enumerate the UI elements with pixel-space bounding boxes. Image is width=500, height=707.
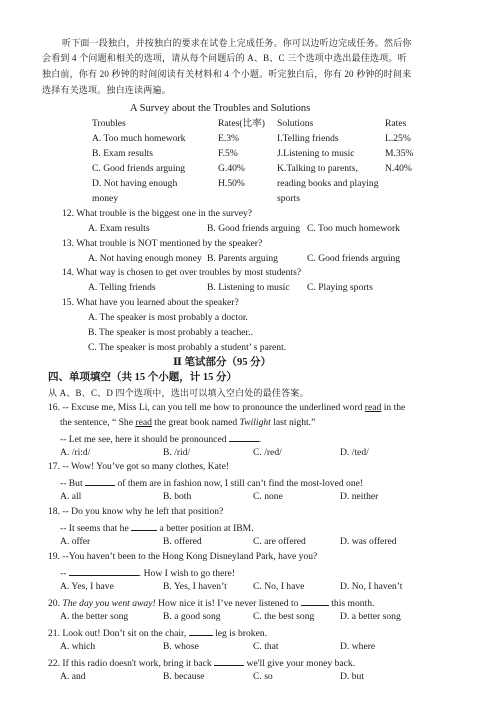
question-17-line1: 17. -- Wow! You’ve got so many clothes, Kate! bbox=[48, 461, 230, 472]
survey-cell: M.35% bbox=[385, 148, 414, 159]
answer-blank bbox=[229, 432, 259, 442]
survey-cell: J.Listening to music bbox=[277, 148, 355, 159]
question-21-line1: 21. Look out! Don’t sit on the chair, leg is broken. bbox=[48, 628, 268, 639]
option-c: C. are offered bbox=[253, 536, 306, 547]
option-c: C. that bbox=[253, 641, 279, 652]
question-19-line1: 19. --You haven’t been to the Hong Kong Disneyland Park, have you? bbox=[48, 551, 318, 562]
option-d: D. /ted/ bbox=[340, 447, 369, 458]
option-b: B. Listening to music bbox=[207, 282, 290, 293]
option-a: A. The speaker is most probably a doctor. bbox=[88, 312, 248, 323]
underlined-word: read bbox=[135, 417, 152, 428]
option-d: D. No, I haven’t bbox=[340, 581, 403, 592]
survey-cell: reading books and playing bbox=[277, 178, 379, 189]
option-a: A. Yes, I have bbox=[60, 581, 114, 592]
option-a: A. /ri:d/ bbox=[60, 447, 91, 458]
instruction-line: 听下面一段独白，并按独白的要求在试卷上完成任务。你可以边听边完成任务。然后你 bbox=[62, 38, 412, 48]
answer-blank bbox=[301, 596, 329, 606]
option-c: C. No, I have bbox=[253, 581, 305, 592]
option-b: B. because bbox=[163, 671, 205, 682]
option-d: D. where bbox=[340, 641, 376, 652]
option-d: D. but bbox=[340, 671, 364, 682]
option-b: B. both bbox=[163, 491, 192, 502]
option-a: A. all bbox=[60, 491, 82, 502]
option-a: A. which bbox=[60, 641, 96, 652]
option-a: A. Exam results bbox=[88, 223, 150, 234]
instruction-line: 会看到 4 个问题和相关的选项，请从每个问题后的 A、B、C 三个选项中选出最佳选项。听 bbox=[42, 53, 407, 63]
answer-blank bbox=[214, 656, 244, 666]
option-a: A. Not having enough money bbox=[88, 253, 202, 264]
option-b: B. whose bbox=[163, 641, 199, 652]
question-16-line2: the sentence, “ She read the great book named Twilight last night.” bbox=[60, 417, 316, 428]
question-18-line2: -- It seems that he a better position at IBM. bbox=[60, 523, 254, 534]
survey-header-solutions: Solutions bbox=[277, 118, 314, 129]
option-c: C. Good friends arguing bbox=[307, 253, 401, 264]
question-16-line3: -- Let me see, here it should be pronounced . bbox=[60, 434, 262, 445]
survey-header-rates2: Rates bbox=[385, 118, 407, 129]
question-stem: 12. What trouble is the biggest one in the survey? bbox=[62, 208, 253, 219]
instruction-line: 独白前，你有 20 秒钟的时间阅读有关材料和 4 个小题。听完独白后，你有 20 秒钟的时间来 bbox=[42, 69, 412, 79]
option-c: C. Too much homework bbox=[307, 223, 400, 234]
survey-cell: D. Not having enough bbox=[92, 178, 178, 189]
option-b: B. a good song bbox=[163, 611, 221, 622]
section4-title: 四、单项填空（共 15 个小题，计 15 分） bbox=[48, 372, 237, 383]
question-22-line1: 22. If this radio doesn't work, bring it back we'll give your money back. bbox=[48, 658, 356, 669]
survey-cell: L.25% bbox=[385, 133, 411, 144]
question-stem: 14. What way is chosen to get over troubles by most students? bbox=[62, 267, 302, 278]
question-19-line2: -- . How I wish to go there! bbox=[60, 568, 235, 579]
survey-cell: I.Telling friends bbox=[277, 133, 339, 144]
survey-cell: K.Talking to parents, bbox=[277, 163, 358, 174]
option-d: D. was offered bbox=[340, 536, 397, 547]
option-c: C. so bbox=[253, 671, 273, 682]
survey-cell: N.40% bbox=[385, 163, 412, 174]
survey-cell: E.3% bbox=[218, 133, 240, 144]
instruction-line: 选择有关选项。独白连读两遍。 bbox=[42, 85, 171, 95]
survey-cell: G.40% bbox=[218, 163, 245, 174]
answer-blank bbox=[85, 476, 115, 486]
part2-title: Ⅱ 笔试部分（95 分） bbox=[173, 357, 272, 368]
question-18-line1: 18. -- Do you know why he left that position? bbox=[48, 506, 224, 517]
section4-instruction: 从 A、B、C、D 四个选项中，选出可以填入空白处的最佳答案。 bbox=[48, 388, 309, 398]
option-c: C. The speaker is most probably a student’ s parent. bbox=[88, 342, 287, 353]
option-b: B. Yes, I haven’t bbox=[163, 581, 227, 592]
question-17-line2: -- But of them are in fashion now, I still can’t find the most-loved one! bbox=[60, 478, 364, 489]
survey-cell: sports bbox=[277, 193, 300, 204]
survey-cell: B. Exam results bbox=[92, 148, 154, 159]
option-c: C. /red/ bbox=[253, 447, 282, 458]
survey-cell: F.5% bbox=[218, 148, 238, 159]
option-c: C. the best song bbox=[253, 611, 315, 622]
option-a: A. the better song bbox=[60, 611, 129, 622]
option-a: A. Telling friends bbox=[88, 282, 156, 293]
option-d: D. a better song bbox=[340, 611, 401, 622]
survey-title: A Survey about the Troubles and Solutions bbox=[130, 103, 311, 114]
survey-cell: C. Good friends arguing bbox=[92, 163, 186, 174]
answer-blank bbox=[69, 566, 139, 576]
option-b: B. Parents arguing bbox=[207, 253, 278, 264]
question-stem: 15. What have you learned about the speaker? bbox=[62, 297, 239, 308]
survey-cell: A. Too much homework bbox=[92, 133, 186, 144]
survey-cell: money bbox=[92, 193, 119, 204]
question-20-line1: 20. The day you went away! How nice it is! I’ve never listened to this month. bbox=[48, 598, 375, 609]
answer-blank bbox=[131, 521, 157, 531]
question-stem: 13. What trouble is NOT mentioned by the speaker? bbox=[62, 238, 263, 249]
question-16-line1: 16. -- Excuse me, Miss Li, can you tell me how to pronounce the underlined word read in the bbox=[48, 402, 406, 413]
option-b: B. The speaker is most probably a teacher.. bbox=[88, 327, 253, 338]
option-b: B. /rid/ bbox=[163, 447, 191, 458]
option-b: B. offered bbox=[163, 536, 202, 547]
option-a: A. and bbox=[60, 671, 86, 682]
option-c: C. Playing sports bbox=[307, 282, 373, 293]
option-b: B. Good friends arguing bbox=[207, 223, 301, 234]
underlined-word: read bbox=[364, 402, 382, 413]
survey-header-rates: Rates(比率) bbox=[218, 118, 265, 129]
option-a: A. offer bbox=[60, 536, 91, 547]
survey-cell: H.50% bbox=[218, 178, 245, 189]
survey-header-troubles: Troubles bbox=[92, 118, 126, 129]
answer-blank bbox=[189, 626, 213, 636]
option-c: C. none bbox=[253, 491, 283, 502]
option-d: D. neither bbox=[340, 491, 379, 502]
